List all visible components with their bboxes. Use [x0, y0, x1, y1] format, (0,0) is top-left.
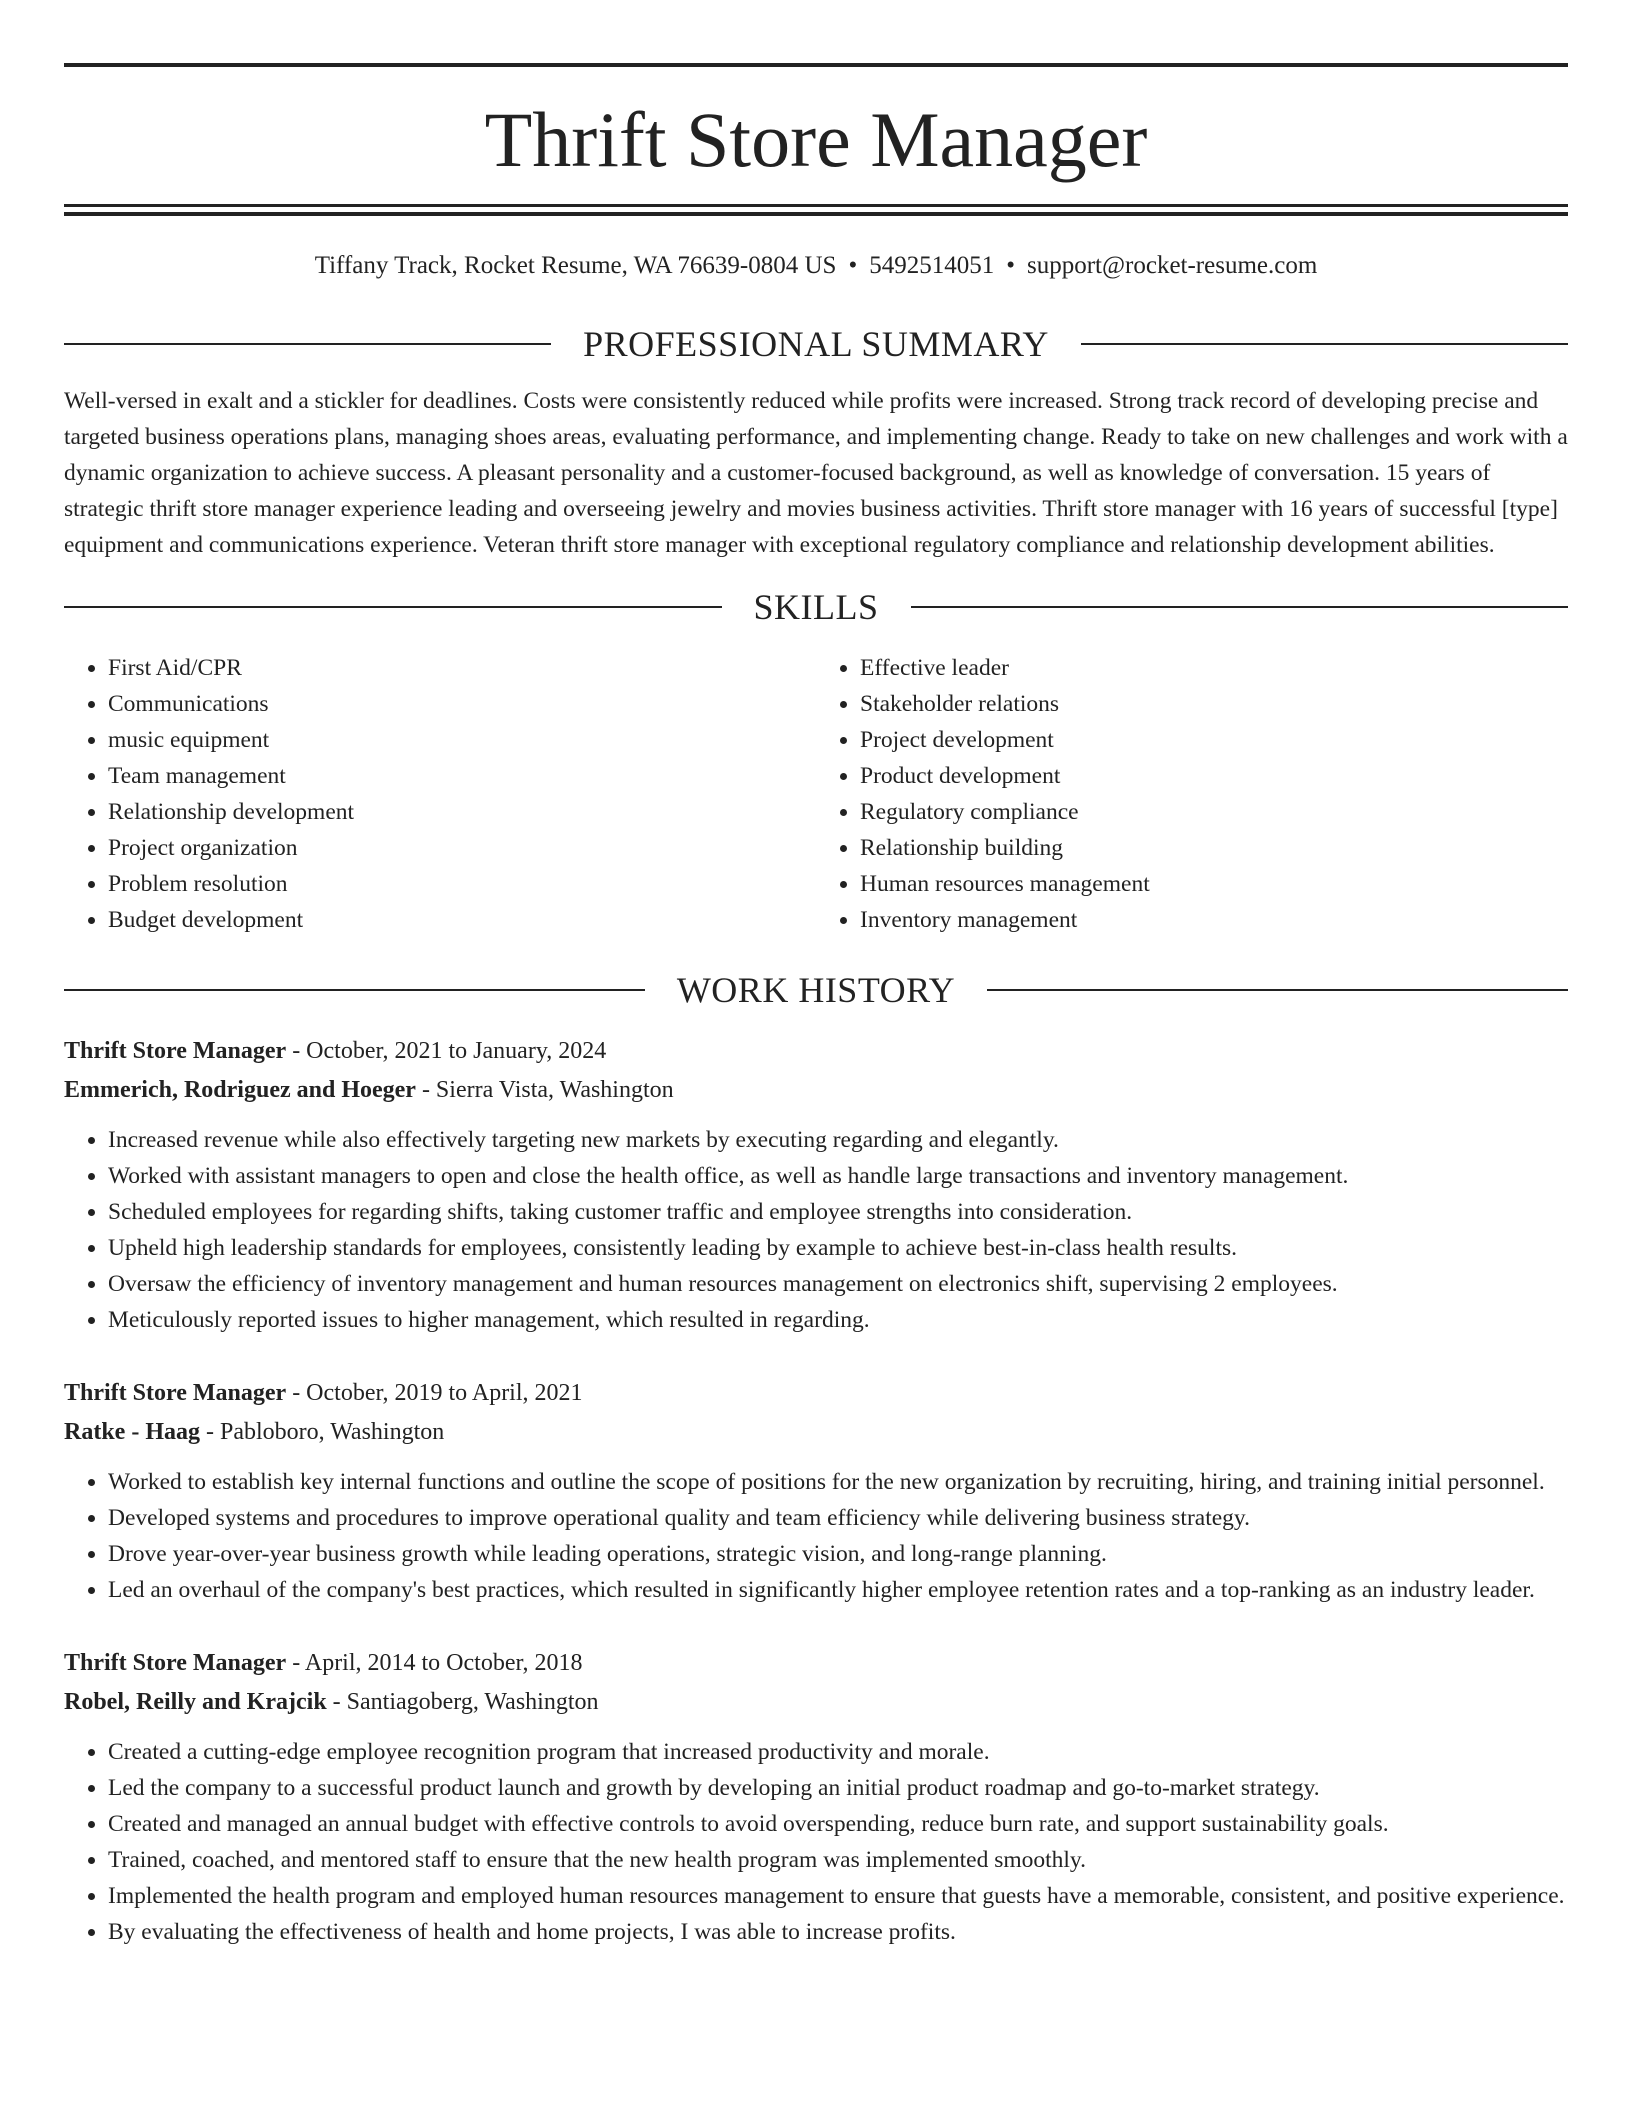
skill-item: • Problem resolution — [108, 866, 816, 902]
top-rule — [64, 63, 1568, 67]
section-rule-left — [64, 989, 645, 991]
job-bullet: • Led an overhaul of the company's best practices, which resulted in significantly higher employee retention rates and a top-ranking as an industry leader. — [108, 1572, 1568, 1608]
skill-item: • Relationship building — [860, 830, 1568, 866]
section-rule-right — [911, 606, 1569, 608]
job-bullet: • Drove year-over-year business growth while leading operations, strategic vision, and long-range planning. — [108, 1536, 1568, 1572]
job-bullet: • Meticulously reported issues to higher management, which resulted in regarding. — [108, 1302, 1568, 1338]
job-dates: - October, 2021 to January, 2024 — [286, 1038, 607, 1064]
job-bullet: • Upheld high leadership standards for employees, consistently leading by example to achieve best-in-class health results. — [108, 1230, 1568, 1266]
job-bullet: • Worked to establish key internal functions and outline the scope of positions for the new organization by recruiting, hiring, and training initial personnel. — [108, 1464, 1568, 1500]
job-bullets — [64, 1464, 1568, 1608]
job-bullet: • Worked with assistant managers to open and close the health office, as well as handle large transactions and inventory management. — [108, 1158, 1568, 1194]
skill-item: • First Aid/CPR — [108, 650, 816, 686]
job-bullet: • Developed systems and procedures to improve operational quality and team efficiency while delivering business strategy. — [108, 1500, 1568, 1536]
section-rule-right — [1081, 343, 1568, 345]
job-bullets — [64, 1122, 1568, 1338]
title-double-rule — [64, 204, 1568, 216]
skill-item: • Relationship development — [108, 794, 816, 830]
job-title: Thrift Store Manager — [64, 1038, 287, 1064]
section-rule-left — [64, 606, 722, 608]
job-company: Ratke - Haag — [64, 1419, 200, 1445]
job-bullet: • Created a cutting-edge employee recognition program that increased productivity and morale. — [108, 1734, 1568, 1770]
work-section-header — [64, 968, 1568, 1012]
job-company-line — [64, 1071, 1568, 1110]
work-heading: WORK HISTORY — [676, 970, 956, 1010]
job-location: - Santiagoberg, Washington — [326, 1689, 599, 1715]
job-bullet: • Increased revenue while also effectively targeting new markets by executing regarding and elegantly. — [108, 1122, 1568, 1158]
job-bullet: • Scheduled employees for regarding shifts, taking customer traffic and employee strengths into consideration. — [108, 1194, 1568, 1230]
job-bullet: • Led the company to a successful product launch and growth by developing an initial product roadmap and go-to-market strategy. — [108, 1770, 1568, 1806]
contact-email: support@rocket-resume.com — [1027, 252, 1318, 279]
section-rule-right — [987, 989, 1568, 991]
job-title-line — [64, 1644, 1568, 1683]
job-bullet: • Implemented the health program and employed human resources management to ensure that guests have a memorable, consistent, and positive experience. — [108, 1878, 1568, 1914]
job-dates: - October, 2019 to April, 2021 — [286, 1380, 583, 1406]
skills-column-right — [816, 650, 1568, 938]
resume-title: Thrift Store Manager — [484, 96, 1148, 183]
skills-heading: SKILLS — [753, 587, 879, 627]
skill-item: • music equipment — [108, 722, 816, 758]
skill-item: • Human resources management — [860, 866, 1568, 902]
summary-text: Well-versed in exalt and a stickler for deadlines. Costs were consistently reduced while profits were increased. Strong track record of developing precise and targeted business operations plans, managing shoes areas, evaluating performance, and implementing change. Ready to take on new challenges and work with a dynamic organization to achieve success. A pleasant personality and a customer-focused background, as well as knowledge of conversation. 15 years of strategic thrift store manager experience leading and overseeing jewelry and movies business activities. Thrift store manager with 16 years of successful [type] equipment and communications experience. Veteran thrift store manager with exceptional regulatory compliance and relationship development abilities. — [64, 388, 1568, 558]
skill-item: • Effective leader — [860, 650, 1568, 686]
job-entry — [64, 1644, 1568, 1950]
resume-page — [64, 0, 1568, 1950]
job-bullet: • Created and managed an annual budget with effective controls to avoid overspending, reduce burn rate, and support sustainability goals. — [108, 1806, 1568, 1842]
job-title: Thrift Store Manager — [64, 1380, 287, 1406]
job-dates: - April, 2014 to October, 2018 — [286, 1650, 583, 1676]
contact-line — [64, 250, 1568, 282]
job-entry — [64, 1374, 1568, 1608]
summary-heading: PROFESSIONAL SUMMARY — [583, 324, 1049, 364]
skill-item: • Project development — [860, 722, 1568, 758]
skill-item: • Regulatory compliance — [860, 794, 1568, 830]
skill-item: • Inventory management — [860, 902, 1568, 938]
contact-address: Tiffany Track, Rocket Resume, WA 76639-0804 US — [314, 252, 837, 279]
contact-phone: 5492514051 — [869, 252, 995, 279]
job-entry — [64, 1032, 1568, 1338]
contact-separator: • — [848, 252, 858, 279]
skills-column-left — [64, 650, 816, 938]
job-company-line — [64, 1683, 1568, 1722]
job-company-line — [64, 1413, 1568, 1452]
skill-item: • Stakeholder relations — [860, 686, 1568, 722]
skill-item: • Communications — [108, 686, 816, 722]
job-bullet: • Oversaw the efficiency of inventory management and human resources management on electronics shift, supervising 2 employees. — [108, 1266, 1568, 1302]
job-title-line — [64, 1032, 1568, 1071]
skill-item: • Product development — [860, 758, 1568, 794]
section-rule-left — [64, 343, 551, 345]
skill-item: • Project organization — [108, 830, 816, 866]
job-location: - Sierra Vista, Washington — [415, 1077, 674, 1103]
skill-item: • Budget development — [108, 902, 816, 938]
job-location: - Pabloboro, Washington — [199, 1419, 445, 1445]
job-bullet: • By evaluating the effectiveness of health and home projects, I was able to increase profits. — [108, 1914, 1568, 1950]
contact-separator: • — [1006, 252, 1015, 279]
skills-list — [64, 650, 1568, 938]
job-bullets — [64, 1734, 1568, 1950]
job-company: Robel, Reilly and Krajcik — [64, 1689, 327, 1715]
job-title-line — [64, 1374, 1568, 1413]
job-company: Emmerich, Rodriguez and Hoeger — [64, 1077, 416, 1103]
job-title: Thrift Store Manager — [64, 1650, 287, 1676]
job-bullet: • Trained, coached, and mentored staff to ensure that the new health program was implemented smoothly. — [108, 1842, 1568, 1878]
skills-section-header — [64, 585, 1568, 629]
summary-section-header — [64, 322, 1568, 366]
skill-item: • Team management — [108, 758, 816, 794]
